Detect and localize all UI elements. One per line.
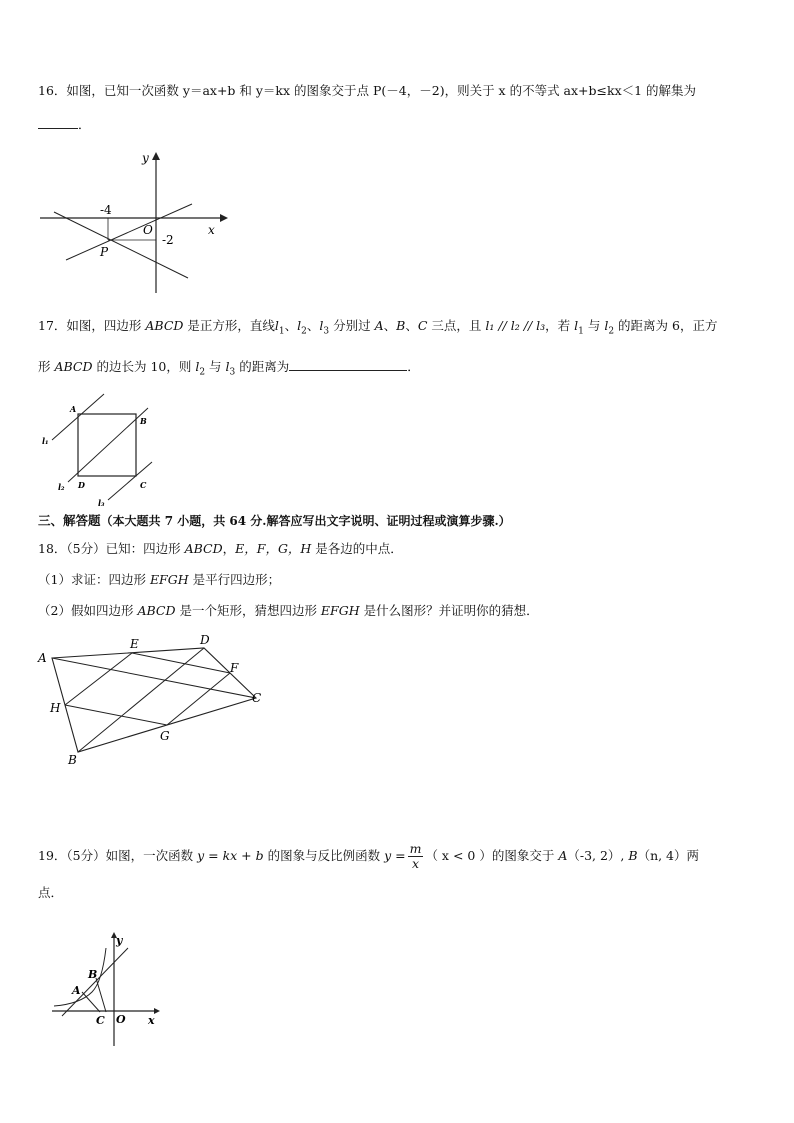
q17-sep3: 、 [383, 318, 397, 333]
q17-l1-sub: 1 [278, 326, 285, 337]
q17-sep4: 、 [405, 318, 418, 333]
q17-l2b-sub: 2 [608, 326, 615, 337]
q19-condition: （ x < 0 ） [425, 848, 492, 863]
q19-origin-label: O [116, 1013, 126, 1026]
q17-t1c: 分别过 [329, 318, 375, 333]
q17-l1b: l [574, 318, 579, 333]
q18-efgh: E，F，G，H [235, 541, 312, 556]
q17-l1-label: l₁ [42, 436, 49, 446]
q19-x-label: x [148, 1014, 155, 1027]
q17-a-label: A [70, 404, 77, 414]
q17-yu1: 与 [583, 318, 605, 333]
q18-abcd3: ABCD [137, 603, 176, 618]
q18-l2a: （1）求证：四边形 [38, 572, 150, 587]
q18-line1 [38, 540, 403, 558]
q17-l1b-sub: 1 [578, 326, 584, 337]
q19-numerator: m [409, 841, 422, 856]
q17-sep2: 、 [306, 318, 320, 333]
q17-l1: l [274, 318, 279, 333]
q16-neg2-label: -2 [162, 233, 174, 247]
q16-y-label: y [142, 151, 149, 165]
q18-l3c: 是什么图形？并证明你的猜想． [359, 603, 539, 618]
q17-t1f: 的距离为 6，正方 [614, 318, 718, 333]
q18-a-label: A [38, 651, 47, 665]
q17-l2b: l [604, 318, 609, 333]
q17-l3: l [319, 318, 324, 333]
section3-header [38, 512, 511, 530]
q17-l2c: l [195, 359, 200, 374]
q18-l3b: 是一个矩形，猜想四边形 [175, 603, 321, 618]
q17-l2: l [297, 318, 302, 333]
q19-t1a: 19．（5分）如图，一次函数 [38, 848, 198, 863]
q17-l2-label: l₂ [58, 482, 65, 492]
q17-d-label: D [78, 480, 85, 490]
q18-figure [34, 630, 274, 770]
q18-c-label: C [252, 691, 262, 705]
q19-eq-lhs: y = [384, 848, 406, 863]
q19-line1 [38, 838, 699, 874]
q19-eq-linear: y = kx + b [197, 848, 264, 863]
q17-t1a: 17．如图，四边形 [38, 318, 146, 333]
q17-l3c: l [225, 359, 230, 374]
q18-efgh2: EFGH [149, 572, 189, 587]
q18-l1b: ， [222, 541, 236, 556]
q17-tail: ． [407, 359, 420, 374]
q17-t1d: 三点，且 [427, 318, 486, 333]
q17-abcd2: ABCD [54, 359, 93, 374]
q17-t2a: 形 [38, 359, 55, 374]
q19-a-label: A [72, 984, 81, 997]
q16-stem: 16．如图，已知一次函数 y＝ax+b 和 y＝kx 的图象交于点 P(－4，－2)，则关于 x 的不等式 ax+b≤kx＜1 的解集为 [38, 83, 697, 98]
q18-abcd: ABCD [184, 541, 223, 556]
q18-l2b: 是平行四边形； [188, 572, 281, 587]
q17-l2-sub: 2 [301, 326, 307, 337]
q19-fraction [408, 842, 424, 871]
q17-t1b: 是正方形，直线 [183, 318, 275, 333]
q18-l1a: 18．（5分）已知：四边形 [38, 541, 185, 556]
q17-figure [38, 390, 168, 510]
q19-pa: A [558, 848, 568, 863]
q18-d-label: D [200, 633, 210, 647]
q19-denominator: x [411, 856, 420, 871]
q17-t2c: 的距离为 [235, 359, 290, 374]
q19-coord-a: （-3, 2）, [567, 848, 629, 863]
q18-l3a: （2）假如四边形 [38, 603, 138, 618]
q17-line2 [38, 358, 420, 382]
q18-line3 [38, 602, 539, 620]
q17-t1e: ，若 [545, 318, 575, 333]
q17-l3-label: l₃ [98, 498, 105, 508]
q16-neg4-label: -4 [100, 203, 112, 217]
q18-efgh3: EFGH [320, 603, 360, 618]
q17-yu2: 与 [205, 359, 226, 374]
section3-note: （本大题共 7 小题，共 64 分.解答应写出文字说明、证明过程或演算步骤.） [100, 514, 511, 528]
q17-b-label: B [140, 416, 147, 426]
q18-line2 [38, 571, 280, 589]
q17-line1 [38, 317, 717, 341]
q19-pb: B [628, 848, 638, 863]
q17-pc: C [417, 318, 428, 333]
q18-h-label: H [50, 701, 61, 715]
q16-text [38, 82, 696, 100]
section3-title: 三、解答题 [38, 513, 101, 528]
q19-y-label: y [116, 934, 123, 947]
q17-pa: A [374, 318, 384, 333]
q18-b-label: B [68, 753, 77, 767]
q19-b-label: B [88, 968, 98, 981]
q16-figure [30, 148, 230, 298]
q16-answer-blank[interactable] [38, 116, 78, 129]
q17-parallel: l₁ // l₂ // l₃ [485, 318, 546, 333]
q17-l3c-sub: 3 [229, 367, 236, 378]
q19-t1b: 的图象与反比例函数 [263, 848, 385, 863]
q17-c-label: C [140, 480, 147, 490]
q17-sep1: 、 [284, 318, 298, 333]
q19-coord-b: （n, 4）两 [637, 848, 700, 863]
q17-pb: B [396, 318, 406, 333]
q18-g-label: G [160, 729, 170, 743]
q17-l2c-sub: 2 [199, 367, 206, 378]
q16-tail: ． [78, 117, 91, 132]
q16-origin-label: O [143, 223, 153, 237]
q19-t2: 点． [38, 885, 64, 900]
q17-abcd: ABCD [145, 318, 184, 333]
q16-answer-line [38, 116, 91, 134]
q17-t2b: 的边长为 10，则 [92, 359, 196, 374]
q18-l1c: 是各边的中点． [311, 541, 403, 556]
q18-f-label: F [230, 661, 239, 675]
q17-answer-blank[interactable] [289, 358, 407, 371]
q17-l3-sub: 3 [323, 326, 330, 337]
q18-e-label: E [130, 637, 139, 651]
q16-p-label: P [100, 245, 109, 259]
q19-line2 [38, 884, 63, 902]
q19-figure [50, 928, 170, 1048]
q19-c-label: C [96, 1014, 105, 1027]
q19-t1c: 的图象交于 [491, 848, 559, 863]
q16-x-label: x [208, 223, 215, 237]
